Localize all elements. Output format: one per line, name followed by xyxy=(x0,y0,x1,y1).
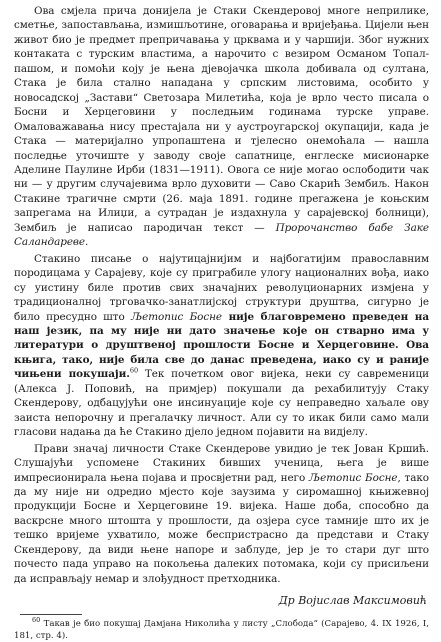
paragraph xyxy=(14,4,429,250)
paragraph-text: Стакино писање о најутицајнијим и најбогатијим православним породицама у Сарајеву, које су приграбиле улогу националних вођа, иако су уистину биле против свих значајних револуционарних измјена у традиционалној трговачко-занатлијској структури друштва, сигурно је било пресудно што xyxy=(14,252,429,323)
footnote-text: Такав је био покушај Дамјана Николића у листу „Слобода“ (Сарајево, 4. IX 1926, I, 181, стр. 4). xyxy=(14,619,429,641)
author-signature: Др Војислав Максимовић xyxy=(278,594,427,608)
book-title: Љетопис Босне xyxy=(308,471,398,484)
paragraph-text: Ова смјела прича донијела је Стаки Скендеровој многе неприлике, сметње, запостављања, измишљотине, оговарања и вријеђања. Цијели њен живот био је предмет препричавања у црквама и у чаршији. Због нужних контаката с турским властима, а нарочито с везиром Османом Топал-пашом, и помоћи коју је њена дјевојачка школа добивала од султана, Стака је била стално нападана у српским листовима, особито у новосадској „Застави“ Светозара Милетића, која је врло често писала о Босни и Херцеговини у последњим годинама турске управе. Омаловажавања нису престајала ни у аустроугарској окупацији, када је Стака — материјално упропаштена и тјелесно онемоћала — нашла последње уточиште у заводу своје сапатнице, енглеске мисионарке Аделине Паулине Ирби (1831—1911). Овога се није могао ослободити чак ни — у другим случајевима врло духовити — Саво Скарић Зембиљ. Након Стакине трагичне смрти (26. маја 1891. године прегажена је коњским запрегама на Илиџи, а сутрадан је издахнула у сарајевској болници), Зембиљ је написао пародичан текст — xyxy=(14,5,429,234)
paragraph-text: , тако да му није ни одредио мјесто које заузима у сиромашној књижевној продукцији Босне и Херцеговине 19. вијека. Наше доба, способно да васкрсне много штошта у прошлости, да озјера сусе тамније што их је тешко вријеме ухватило, може беспристрасно да представи и Стаку Скендерову, да види њене напоре и заблуде, јер је то стари дуг што почесто пада управо на покољења далеких потомака, који су присиљени да исправљају немар и злођудност претходника. xyxy=(14,471,429,585)
footnote-separator xyxy=(20,614,82,615)
book-title: Пророчанство бабе Заке Саландареве. xyxy=(14,221,430,249)
paragraph xyxy=(14,442,429,587)
footnote xyxy=(14,616,429,642)
body-text xyxy=(14,4,429,586)
paragraph xyxy=(14,252,429,440)
footnote-number: 60 xyxy=(32,616,41,625)
paragraph-text: Тек почетком овог вијека, неки су савременици (Алекса Ј. Поповић, на примјер) покушали да рехабилитују Стаку Скендерову, одбацујући оне инсинуације које су неправедно хаљале ову заиста непорочну и прегалачку личност. Али су то икак били само мали гласови надања да ће Стакино дјело једном појавити на видјелу. xyxy=(14,368,429,439)
book-title: Љетопис Босне xyxy=(130,310,223,323)
footnote-reference: 60 xyxy=(129,366,139,375)
paragraph-text: Прави значај личности Стаке Скендерове увидио је тек Јован Кршић. Слушајући успомене Стакиних бивших ученица, њега је више импресионирала њена појава и просвјетни рад, него xyxy=(14,442,429,484)
emphasized-text: није благовремено преведен на наш језик, па му није ни дато значење које он стварно има у литератури о друштвеној прошлости Босне и Херцеговине. Ова књига, тако, није била све до данас преведена, иако су и раније чињени покушаји. xyxy=(14,310,430,381)
document-page xyxy=(14,4,429,642)
